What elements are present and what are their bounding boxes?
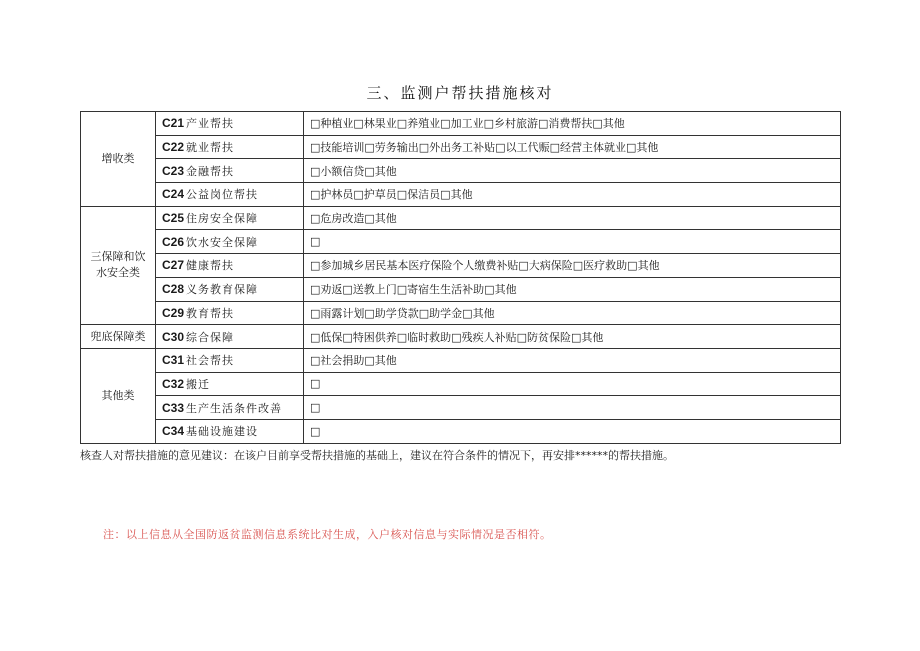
item-options[interactable]: □社会捐助□其他	[304, 348, 841, 372]
item-code-cell	[156, 159, 304, 183]
item-options[interactable]: □	[304, 419, 841, 443]
table-row	[81, 419, 841, 443]
item-code-cell	[156, 135, 304, 159]
review-note: 核查人对帮扶措施的意见建议：在该户目前享受帮扶措施的基础上，建议在符合条件的情况下，再安排******的帮扶措施。	[80, 449, 674, 462]
item-code: C27	[162, 258, 185, 273]
item-code: C25	[162, 211, 185, 226]
table-row	[81, 301, 841, 325]
item-label: 义务教育保障	[186, 283, 259, 297]
item-code: C32	[162, 376, 185, 391]
category-baseline: 兜底保障类	[81, 325, 156, 349]
page-title: 三、监测户帮扶措施核对	[366, 84, 554, 102]
item-options[interactable]: □	[304, 396, 841, 420]
item-code-cell	[156, 372, 304, 396]
table-row	[81, 135, 841, 159]
item-label: 产业帮扶	[186, 117, 235, 131]
item-label: 就业帮扶	[186, 141, 235, 155]
item-label: 教育帮扶	[186, 306, 235, 320]
table-row	[81, 206, 841, 230]
item-label: 搬迁	[186, 377, 211, 391]
item-code: C30	[162, 329, 185, 344]
item-code: C33	[162, 400, 185, 415]
item-options[interactable]: □雨露计划□助学贷款□助学金□其他	[304, 301, 841, 325]
table-row	[81, 230, 841, 254]
item-label: 健康帮扶	[186, 259, 235, 273]
category-income: 增收类	[81, 112, 156, 207]
item-options[interactable]: □	[304, 372, 841, 396]
item-options[interactable]: □护林员□护草员□保洁员□其他	[304, 183, 841, 207]
category-guarantee: 三保障和饮水安全类	[81, 206, 156, 324]
item-code: C34	[162, 424, 185, 439]
item-code: C22	[162, 140, 185, 155]
item-options[interactable]: □低保□特困供养□临时救助□残疾人补贴□防贫保险□其他	[304, 325, 841, 349]
item-code-cell	[156, 419, 304, 443]
item-label: 综合保障	[186, 330, 235, 344]
item-label: 社会帮扶	[186, 354, 235, 368]
item-label: 金融帮扶	[186, 164, 235, 178]
table-row	[81, 159, 841, 183]
item-options[interactable]: □危房改造□其他	[304, 206, 841, 230]
item-code-cell	[156, 112, 304, 136]
item-code: C26	[162, 234, 185, 249]
item-label: 公益岗位帮扶	[186, 188, 259, 202]
item-options[interactable]: □	[304, 230, 841, 254]
item-options[interactable]: □种植业□林果业□养殖业□加工业□乡村旅游□消费帮扶□其他	[304, 112, 841, 136]
table-row	[81, 112, 841, 136]
item-code: C29	[162, 305, 185, 320]
item-code-cell	[156, 301, 304, 325]
category-other: 其他类	[81, 348, 156, 443]
assistance-measures-table	[80, 111, 841, 444]
item-options[interactable]: □技能培训□劳务输出□外出务工补贴□以工代赈□经营主体就业□其他	[304, 135, 841, 159]
item-code-cell	[156, 183, 304, 207]
item-label: 住房安全保障	[186, 212, 259, 226]
table-row	[81, 277, 841, 301]
table-row	[81, 396, 841, 420]
item-label: 基础设施建设	[186, 425, 259, 439]
item-options[interactable]: □劝返□送教上门□寄宿生生活补助□其他	[304, 277, 841, 301]
item-code-cell	[156, 348, 304, 372]
table-row	[81, 325, 841, 349]
item-code-cell	[156, 254, 304, 278]
item-label: 饮水安全保障	[186, 235, 259, 249]
table-row	[81, 183, 841, 207]
item-code-cell	[156, 277, 304, 301]
table-row	[81, 254, 841, 278]
item-code: C24	[162, 187, 185, 202]
item-code: C28	[162, 282, 185, 297]
item-code-cell	[156, 325, 304, 349]
item-code: C21	[162, 116, 185, 131]
item-code: C23	[162, 163, 185, 178]
item-code: C31	[162, 353, 185, 368]
item-label: 生产生活条件改善	[186, 401, 283, 415]
item-options[interactable]: □参加城乡居民基本医疗保险个人缴费补贴□大病保险□医疗救助□其他	[304, 254, 841, 278]
table-row	[81, 372, 841, 396]
item-code-cell	[156, 230, 304, 254]
table-row	[81, 348, 841, 372]
item-options[interactable]: □小额信贷□其他	[304, 159, 841, 183]
item-code-cell	[156, 396, 304, 420]
item-code-cell	[156, 206, 304, 230]
footer-note: 注：以上信息从全国防返贫监测信息系统比对生成，入户核对信息与实际情况是否相符。	[103, 528, 552, 541]
